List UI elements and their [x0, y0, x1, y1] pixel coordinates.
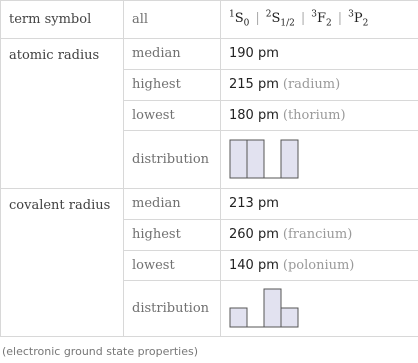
term-symbol-2: $^2S_{1/2}$: [265, 10, 295, 29]
lowest-label: lowest: [124, 250, 221, 281]
median-label: median: [124, 188, 221, 219]
median-label: median: [124, 39, 221, 70]
covalent-radius-lowest-cell: [221, 250, 418, 281]
covalent-radius-highest-element: (francium): [282, 227, 353, 243]
header-row: [1, 1, 418, 39]
atomic-radius-highest-element: (radium): [282, 77, 341, 93]
lowest-label: lowest: [124, 100, 221, 131]
covalent-radius-histogram: [229, 287, 309, 331]
highest-label: highest: [124, 219, 221, 250]
header-term-symbol: term symbol: [1, 1, 124, 39]
distribution-label: distribution: [124, 281, 221, 337]
histogram-bar: [281, 308, 298, 327]
highest-label: highest: [124, 69, 221, 100]
caption: (electronic ground state properties): [2, 345, 199, 358]
atomic-radius-lowest-cell: [221, 100, 418, 131]
term-symbol-3: $^3F_2$: [311, 10, 332, 29]
covalent-radius-distribution-cell: [221, 281, 418, 337]
atomic-radius-lowest-value: 180 pm: [229, 108, 279, 124]
term-symbol-1: $^1S_0$: [229, 10, 250, 29]
atomic-radius-highest-cell: [221, 69, 418, 100]
atomic-radius-histogram: [229, 138, 309, 182]
covalent-radius-highest-cell: [221, 219, 418, 250]
atomic-radius-median-value: 190 pm: [221, 39, 418, 70]
atomic-radius-lowest-element: (thorium): [282, 108, 346, 124]
histogram-bar: [230, 308, 247, 327]
histogram-bar: [247, 140, 264, 178]
covalent-radius-lowest-element: (polonium): [282, 258, 355, 274]
separator: |: [300, 11, 306, 27]
covalent-radius-median-value: 213 pm: [221, 188, 418, 219]
covalent-radius-median-row: [1, 188, 418, 219]
separator: |: [337, 11, 343, 27]
atomic-radius-distribution-cell: [221, 131, 418, 189]
atomic-radius-highest-value: 215 pm: [229, 77, 279, 93]
covalent-radius-label: covalent radius: [1, 188, 124, 336]
distribution-label: distribution: [124, 131, 221, 189]
covalent-radius-lowest-value: 140 pm: [229, 258, 279, 274]
term-symbols: [221, 1, 418, 39]
histogram-bar: [264, 289, 281, 327]
atomic-radius-median-row: [1, 39, 418, 70]
atomic-radius-label: atomic radius: [1, 39, 124, 189]
separator: |: [255, 11, 260, 27]
term-symbol-4: $^3P_2$: [348, 10, 369, 29]
header-all: all: [124, 1, 221, 39]
covalent-radius-highest-value: 260 pm: [229, 227, 279, 243]
histogram-bar: [230, 140, 247, 178]
histogram-bar: [281, 140, 298, 178]
